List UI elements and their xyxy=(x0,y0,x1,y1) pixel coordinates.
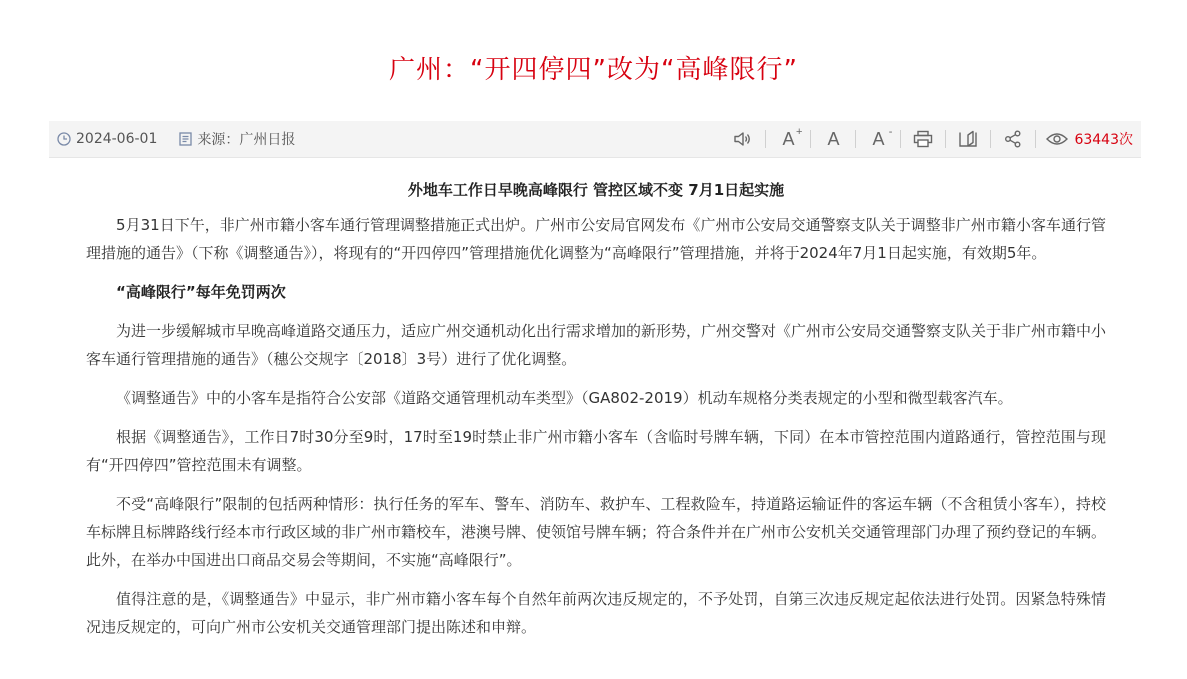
speaker-icon xyxy=(733,130,753,148)
toolbar-divider xyxy=(1035,130,1036,148)
paragraph: 不受“高峰限行”限制的包括两种情形：执行任务的军车、警车、消防车、救护车、工程救险车，持道路运输证件的客运车辆（不含租赁小客车），持校车标牌且标牌路线行经本市行政区域的非广州市籍校车，港澳号牌、使领馆号牌车辆；符合条件并在广州市公安机关交通管理部门办理了预约登记的车辆。此外，在举办中国进出口商品交易会等期间，不实施“高峰限行”。 xyxy=(86,495,1107,569)
toolbar-divider xyxy=(945,130,946,148)
printer-icon xyxy=(913,130,933,148)
toolbar-divider xyxy=(810,130,811,148)
print-button[interactable] xyxy=(912,128,934,150)
section-heading: “高峰限行”每年免罚两次 xyxy=(116,283,286,301)
toolbar-divider xyxy=(855,130,856,148)
font-increase-sign: + xyxy=(796,126,803,138)
paragraph: 5月31日下午，非广州市籍小客车通行管理调整措施正式出炉。广州市公安局官网发布《广州市公安局交通警察支队关于调整非广州市籍小客车通行管理措施的通告》（下称《调整通告》），将现有的“开四停四”管理措施优化调整为“高峰限行”管理措施，并将于2024年7月1日起实施，有效期5年。 xyxy=(86,216,1106,262)
article-meta-bar xyxy=(49,121,1141,158)
view-count xyxy=(1046,129,1133,149)
toolbar-divider xyxy=(990,130,991,148)
font-decrease-sign: - xyxy=(888,126,893,138)
view-count-text: 63443次 xyxy=(1074,132,1133,148)
meta-info xyxy=(57,121,317,157)
source-text: 来源：广州日报 xyxy=(197,132,296,148)
eye-icon xyxy=(1046,132,1068,146)
document-icon xyxy=(179,132,192,146)
publish-date xyxy=(57,131,157,147)
share-button[interactable] xyxy=(1002,128,1024,150)
article-toolbar xyxy=(725,121,1133,157)
font-normal-button[interactable] xyxy=(822,128,844,150)
paragraph: 为进一步缓解城市早晚高峰道路交通压力，适应广州交通机动化出行需求增加的新形势，广州交警对《广州市公安局交通警察支队关于非广州市籍中小客车通行管理措施的通告》（穗公交规字〔2018〕3号）进行了优化调整。 xyxy=(86,322,1107,368)
font-decrease-label: A xyxy=(872,128,885,149)
reading-mode-button[interactable] xyxy=(957,128,979,150)
article-body xyxy=(86,176,1106,652)
paragraph: 《调整通告》中的小客车是指符合公安部《道路交通管理机动车类型》（GA802-2019）机动车规格分类表规定的小型和微型载客汽车。 xyxy=(116,389,1013,407)
clock-icon xyxy=(57,132,71,146)
toolbar-divider xyxy=(765,130,766,148)
font-increase-label: A xyxy=(782,128,795,149)
toolbar-divider xyxy=(900,130,901,148)
font-normal-label: A xyxy=(827,128,840,149)
article-subtitle: 外地车工作日早晚高峰限行 管控区域不变 7月1日起实施 xyxy=(407,181,785,199)
share-icon xyxy=(1004,130,1022,148)
article-source xyxy=(179,129,295,149)
font-increase-button[interactable] xyxy=(777,126,803,150)
paragraph: 根据《调整通告》，工作日7时30分至9时，17时至19时禁止非广州市籍小客车（含临时号牌车辆，下同）在本市管控范围内道路通行，管控范围与现有“开四停四”管控范围未有调整。 xyxy=(86,428,1106,474)
font-decrease-button[interactable] xyxy=(867,126,893,150)
book-icon xyxy=(958,130,978,148)
paragraph: 值得注意的是，《调整通告》中显示，非广州市籍小客车每个自然年前两次违反规定的，不予处罚，自第三次违反规定起依法进行处罚。因紧急特殊情况违反规定的，可向广州市公安机关交通管理部门提出陈述和申辩。 xyxy=(86,590,1106,636)
date-text: 2024-06-01 xyxy=(76,131,158,147)
page-title: 广州：“开四停四”改为“高峰限行” xyxy=(389,55,798,85)
read-aloud-button[interactable] xyxy=(732,128,754,150)
